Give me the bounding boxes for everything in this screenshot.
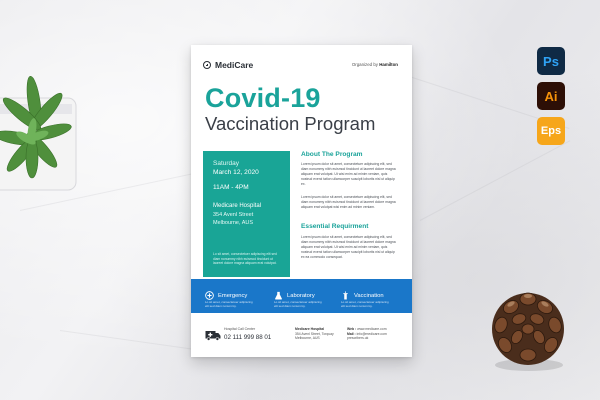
organizer-name: Hamilton [379, 62, 398, 67]
event-day: Saturday [213, 160, 240, 167]
about-paragraph-1: Lorem ipsum dolor sit amet, consectetuer adipiscing elit, sed diam nonummy nibh euismod tincidunt ut laoreet dolore magna aliquam erat volutpat. Ut wisi enim ad minim veniam, quis nostrud exerci tation ullamcorper suscipit lobortis nisl ut aliquip ex. [301, 162, 396, 186]
ambulance-icon [205, 330, 221, 341]
photoshop-badge: Ps [537, 47, 565, 75]
requirement-paragraph: Lorem ipsum dolor sit amet, consectetuer adipiscing elit, sed diam nonummy nibh euismod tincidunt ut laoreet dolore magna aliquam erat volutpat. Ut wisi enim ad minim veniam, quis nostrud exerci tation ullamcorper suscipit lobortis nisl ut aliquip ex ea commodo consequat. [301, 235, 396, 259]
flask-icon [274, 291, 283, 300]
call-center-label: Hospital Call Center [224, 327, 256, 331]
footer-hospital [295, 327, 334, 341]
succulent-plant [0, 54, 104, 204]
service-text: Lo sit amet, consectetuer adipiscing elit sed diam nonummy. [205, 300, 253, 308]
flyer-title: Covid-19 [205, 83, 321, 113]
pinecone [481, 281, 577, 373]
service-emergency [205, 291, 247, 300]
event-date: March 12, 2020 [213, 169, 259, 176]
footer-mail-value-2: prescribers.uk [347, 336, 369, 341]
footer-web-label: Web : [347, 327, 357, 331]
flyer-subtitle: Vaccination Program [205, 113, 376, 134]
services-bar [191, 279, 412, 313]
footer-mail-label: Mail : [347, 331, 356, 336]
event-address-line2: Melbourne, AUS [213, 220, 254, 226]
event-description: Lo sit amet, consectetuer adipiscing elit sed diam nonummy nibh euismod tincidunt ut laoreet dolore magna aliquam erat volutpat. [213, 252, 277, 266]
marble-vein [420, 140, 571, 221]
about-paragraph-2: Lorem ipsum dolor sit amet, consectetuer adipiscing elit, sed diam nonummy nibh euismod tincidunt ut laoreet dolore magna aliquam erat volutpat wisi enim ad minim veniam. [301, 195, 396, 209]
footer-hospital-addr1: 354 Avenl Street, Torquay [295, 331, 334, 336]
event-venue: Medicare Hospital [213, 203, 262, 209]
footer-web-value: www.medicare.com [357, 327, 387, 331]
footer-mail-value: info@medicare.com [356, 331, 387, 336]
organized-prefix: Organized by [351, 62, 378, 67]
service-label: Vaccination [354, 292, 384, 299]
service-text: Lo sit amet, consectetuer adipiscing elit sed diam nonummy. [341, 300, 389, 308]
service-label: Emergency [218, 292, 248, 299]
flyer-footer [191, 313, 412, 357]
footer-hospital-addr2: Melbourne, AUS [295, 336, 320, 341]
service-laboratory [274, 291, 315, 300]
plus-circle-icon [205, 291, 214, 300]
eps-badge: Eps [537, 117, 565, 145]
organized-by [352, 62, 398, 67]
call-center-number: 02 111 999 88 01 [224, 334, 272, 341]
brand [203, 60, 253, 70]
service-label: Laboratory [287, 292, 315, 299]
syringe-icon [341, 291, 350, 300]
vaccination-flyer [191, 45, 412, 357]
footer-contact [347, 327, 387, 341]
event-card [203, 151, 290, 277]
event-time: 11AM - 4PM [213, 184, 249, 191]
illustrator-badge: Ai [537, 82, 565, 110]
service-text: Lo sit amet, consectetuer adipiscing elit sed diam nonummy. [274, 300, 322, 308]
about-heading: About The Program [301, 151, 363, 158]
service-vaccination [341, 291, 384, 300]
marble-vein [60, 330, 199, 350]
footer-hospital-name: Medicare Hospital [295, 327, 325, 331]
medicare-logo-icon [203, 61, 211, 69]
brand-name: MediCare [215, 60, 254, 70]
event-address-line1: 354 Avenl Street [213, 212, 254, 218]
requirement-heading: Essential Requirment [301, 223, 369, 230]
